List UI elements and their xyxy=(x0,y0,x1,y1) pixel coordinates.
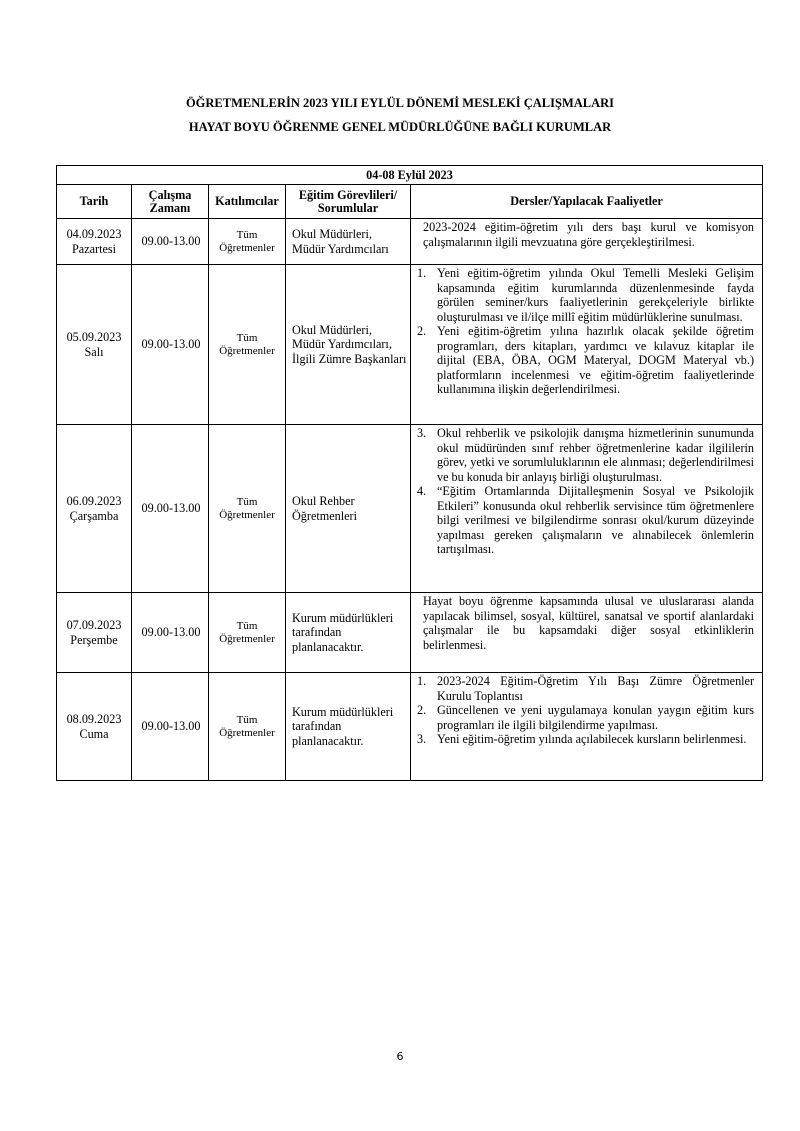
activity-item xyxy=(417,674,754,703)
activity-item xyxy=(417,484,754,557)
activity-item xyxy=(417,220,754,249)
row-activities xyxy=(411,265,763,425)
row-activities xyxy=(411,425,763,593)
activity-item xyxy=(417,703,754,732)
row-activities xyxy=(411,593,763,673)
row-responsible: Kurum müdürlükleri tarafından planlanacaktır. xyxy=(286,673,411,781)
activity-text: Okul rehberlik ve psikolojik danışma hizmetlerinin sunumunda okul müdüründen sınıf rehber öğretmenlerine kadar ilgililerin görev, yetki ve sorumluluklarının ele alınması; değerlendirilmesi ve bu konuda bir anlayış birliği oluşturulması. xyxy=(437,426,755,484)
row-responsible: Okul Müdürleri, Müdür Yardımcıları, İlgili Zümre Başkanları xyxy=(286,265,411,425)
activity-number: 2. xyxy=(417,703,427,717)
schedule-table xyxy=(56,165,763,781)
row-day: Cuma xyxy=(79,726,109,741)
week-title: 04-08 Eylül 2023 xyxy=(57,166,763,185)
activity-text: Hayat boyu öğrenme kapsamında ulusal ve uluslararası alanda yapılacak bilimsel, sosyal, kültürel, sanatsal ve sportif alanlardaki çalışmalar ile bu kapsamdaki diğer sosyal etkinliklerin belirlenmesi. xyxy=(423,594,755,652)
row-responsible: Okul Müdürleri, Müdür Yardımcıları xyxy=(286,219,411,265)
row-time: 09.00-13.00 xyxy=(132,673,209,781)
activity-item xyxy=(417,324,754,397)
row-date: 08.09.2023 xyxy=(66,712,122,726)
row-date-cell xyxy=(57,673,132,781)
row-responsible: Okul Rehber Öğretmenleri xyxy=(286,425,411,593)
activity-text: Yeni eğitim-öğretim yılında açılabilecek kursların belirlenmesi. xyxy=(437,732,747,746)
activity-text: 2023-2024 eğitim-öğretim yılı ders başı kurul ve komisyon çalışmalarının ilgili mevzuatına göre gerçekleştirilmesi. xyxy=(423,220,755,249)
activity-text: Yeni eğitim-öğretim yılına hazırlık olacak şekilde öğretim programları, ders kitapları, yardımcı ve kılavuz kitaplar ile dijital (EBA, ÖBA, OGM Materyal, DOGM Materyal vb.) platformların incelenmesi ve eğitim-öğretim faaliyetlerinde kullanımına ilişkin değerlendirilmesi. xyxy=(437,324,755,396)
row-participants: Tüm Öğretmenler xyxy=(209,265,286,425)
document-subtitle: HAYAT BOYU ÖĞRENME GENEL MÜDÜRLÜĞÜNE BAĞLI KURUMLAR xyxy=(188,120,612,134)
table-row xyxy=(57,219,763,265)
row-time: 09.00-13.00 xyxy=(132,219,209,265)
activity-text: 2023-2024 Eğitim-Öğretim Yılı Başı Zümre Öğretmenler Kurulu Toplantısı xyxy=(437,674,755,703)
row-participants: Tüm Öğretmenler xyxy=(209,219,286,265)
activity-number: 3. xyxy=(417,732,427,746)
row-day: Pazartesi xyxy=(72,241,116,256)
row-date: 06.09.2023 xyxy=(66,494,122,508)
row-time: 09.00-13.00 xyxy=(132,265,209,425)
table-row xyxy=(57,265,763,425)
activity-text: “Eğitim Ortamlarında Dijitalleşmenin Sosyal ve Psikolojik Etkileri” konusunda okul rehberlik servisince tüm öğretmenlere bilgi verilmesi ve bilgilendirme sonrası okul/kurum düzeyinde yapılması gereken çalışmaların ve alınabilecek önlemlerin tartışılması. xyxy=(437,484,755,556)
header-time: Çalışma Zamanı xyxy=(132,185,209,219)
row-responsible: Kurum müdürlükleri tarafından planlanacaktır. xyxy=(286,593,411,673)
row-date-cell xyxy=(57,265,132,425)
activity-item xyxy=(417,266,754,324)
row-day: Çarşamba xyxy=(69,508,119,523)
activity-number: 3. xyxy=(417,426,427,440)
row-time: 09.00-13.00 xyxy=(132,425,209,593)
activity-item xyxy=(417,594,754,652)
row-participants: Tüm Öğretmenler xyxy=(209,593,286,673)
document-title: ÖĞRETMENLERİN 2023 YILI EYLÜL DÖNEMİ MESLEKİ ÇALIŞMALARI xyxy=(185,96,615,110)
header-activities: Dersler/Yapılacak Faaliyetler xyxy=(411,185,763,219)
row-participants: Tüm Öğretmenler xyxy=(209,425,286,593)
row-activities xyxy=(411,219,763,265)
table-row xyxy=(57,425,763,593)
row-date: 05.09.2023 xyxy=(66,330,122,344)
row-date: 04.09.2023 xyxy=(66,227,122,241)
page-number: 6 xyxy=(396,1050,404,1063)
activity-number: 1. xyxy=(417,674,427,688)
activity-text: Güncellenen ve yeni uygulamaya konulan yaygın eğitim kurs programları ile ilgili bilgilendirme yapılması. xyxy=(437,703,755,732)
row-date-cell xyxy=(57,425,132,593)
header-participants: Katılımcılar xyxy=(209,185,286,219)
activity-number: 2. xyxy=(417,324,427,338)
activity-text: Yeni eğitim-öğretim yılında Okul Temelli Mesleki Gelişim kapsamında eğitim kurumlarında düzenlenmesinde fayda görülen seminer/kurs faaliyetlerinin gerekçeleriyle birlikte oluşturulması ve il/ilçe millî eğitim müdürlüklerine sunulması. xyxy=(437,266,755,324)
row-date-cell xyxy=(57,593,132,673)
table-row xyxy=(57,593,763,673)
activity-number: 4. xyxy=(417,484,427,498)
row-time: 09.00-13.00 xyxy=(132,593,209,673)
activity-item xyxy=(417,426,754,484)
row-participants: Tüm Öğretmenler xyxy=(209,673,286,781)
row-date-cell xyxy=(57,219,132,265)
row-activities xyxy=(411,673,763,781)
header-responsible: Eğitim Görevlileri/ Sorumlular xyxy=(286,185,411,219)
row-day: Perşembe xyxy=(70,632,118,647)
activity-item xyxy=(417,732,754,747)
table-row xyxy=(57,673,763,781)
activity-number: 1. xyxy=(417,266,427,280)
row-day: Salı xyxy=(84,344,104,359)
header-date: Tarih xyxy=(57,185,132,219)
row-date: 07.09.2023 xyxy=(66,618,122,632)
